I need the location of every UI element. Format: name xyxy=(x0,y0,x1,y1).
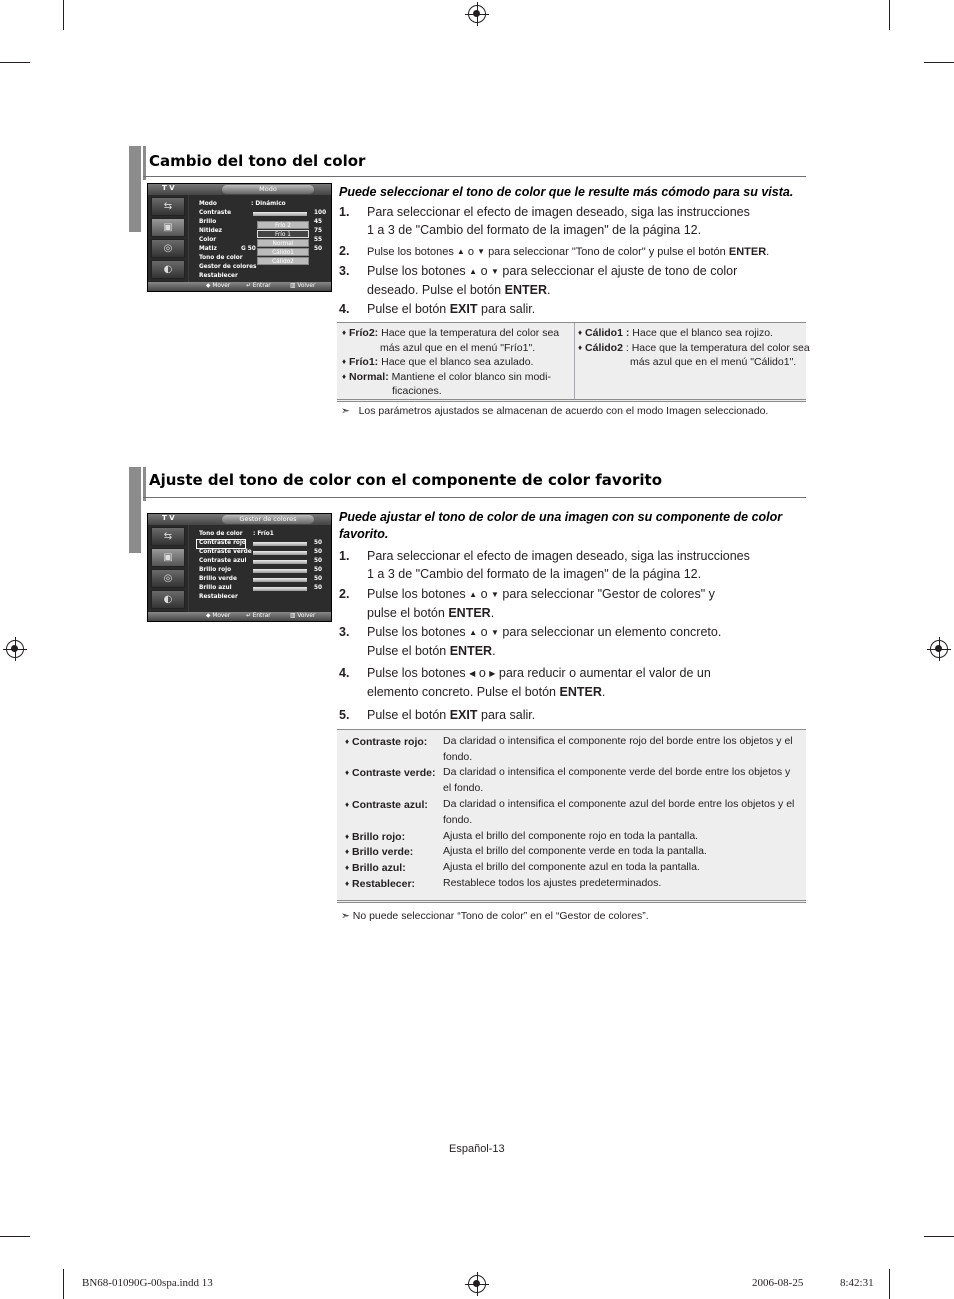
up-arrow-icon: ▲ xyxy=(456,247,465,256)
osd-main-panel xyxy=(189,525,331,612)
osd-value: 50 xyxy=(314,585,323,591)
osd-menu-title: Gestor de colores xyxy=(222,515,314,524)
osd-item: Contraste azul xyxy=(199,558,247,564)
slug-filename: BN68-01090G-00spa.indd 13 xyxy=(82,1277,213,1289)
osd-item: Gestor de colores xyxy=(199,264,257,270)
column-divider xyxy=(574,323,575,399)
osd-sidebar xyxy=(148,525,188,612)
osd-dropdown-option-selected: Frío 1 xyxy=(257,230,309,238)
osd-footer-item: ↵ Entrar xyxy=(246,283,271,289)
osd-item: Tono de color xyxy=(199,531,243,537)
crop-mark xyxy=(924,62,954,63)
diamond-bullet-icon: ♦ xyxy=(578,342,583,352)
definition-row: ♦ Contraste rojo: Da claridad o intensifica el componente rojo del borde entre los objetos y el fondo. xyxy=(345,735,793,763)
osd-sidebar xyxy=(148,195,188,282)
left-arrow-icon: ◀ xyxy=(469,669,476,678)
sound-icon: ◎ xyxy=(151,569,185,588)
section-bar xyxy=(143,146,146,180)
osd-value: G 50 xyxy=(241,246,256,252)
osd-slider xyxy=(253,578,307,582)
note-arrow-icon: ➣ xyxy=(341,910,350,922)
osd-footer-item: ↵ Entrar xyxy=(246,613,271,619)
instruction-step: 4. Pulse los botones ◀ o ▶ para reducir o aumentar el valor de un elemento concreto. Pulse el botón ENTER. xyxy=(339,666,711,699)
down-arrow-icon: ▼ xyxy=(491,267,499,276)
instruction-step: 4. Pulse el botón EXIT para salir. xyxy=(339,302,536,316)
osd-slider xyxy=(253,560,307,564)
channel-icon: ◐ xyxy=(151,260,185,279)
note-line: ➣ Los parámetros ajustados se almacenan de acuerdo con el modo Imagen seleccionado. xyxy=(341,405,769,417)
note-box-right: ♦ Cálido1 : Hace que el blanco sea rojizo. ♦ Cálido2 : Hace que la temperatura del color sea más azul que en el menú "Cálido1". xyxy=(578,327,810,368)
section-bar xyxy=(129,467,141,553)
osd-tv-label: T V xyxy=(162,514,175,522)
osd-item: Contraste xyxy=(199,210,232,216)
registration-mark-icon xyxy=(468,5,486,23)
osd-slider xyxy=(253,542,307,546)
osd-slider xyxy=(253,569,307,573)
tv-menu-screen-picture xyxy=(147,183,332,292)
crop-mark xyxy=(889,1269,890,1299)
diamond-bullet-icon: ♦ xyxy=(345,832,350,841)
osd-value: 75 xyxy=(314,228,323,234)
diamond-bullet-icon: ♦ xyxy=(342,328,347,337)
channel-icon: ◐ xyxy=(151,590,185,609)
note-arrow-icon: ➣ xyxy=(341,405,350,417)
osd-item: Brillo verde xyxy=(199,576,237,582)
osd-main-panel xyxy=(189,195,331,282)
registration-mark-icon xyxy=(930,640,948,658)
slug-date: 2006-08-25 xyxy=(752,1277,804,1289)
registration-mark-icon xyxy=(468,1275,486,1293)
osd-value: 55 xyxy=(314,237,323,243)
diamond-bullet-icon: ♦ xyxy=(345,737,350,746)
registration-mark-icon xyxy=(6,640,24,658)
instruction-step: 1. Para seleccionar el efecto de imagen deseado, siga las instrucciones 1 a 3 de "Cambio del formato de la imagen" de la página 12. xyxy=(339,205,750,237)
slug-time: 8:42:31 xyxy=(840,1277,874,1289)
osd-value: 100 xyxy=(314,210,327,216)
crop-mark xyxy=(63,0,64,30)
down-arrow-icon: ▼ xyxy=(491,590,499,599)
definition-row: ♦ Brillo azul: Ajusta el brillo del componente azul en toda la pantalla. xyxy=(345,861,700,874)
definition-row: ♦ Brillo rojo: Ajusta el brillo del componente rojo en toda la pantalla. xyxy=(345,830,699,843)
osd-footer-item: ▥ Volver xyxy=(290,283,316,289)
osd-menu-title: Modo xyxy=(222,185,314,194)
instruction-step: 1. Para seleccionar el efecto de imagen deseado, siga las instrucciones 1 a 3 de "Cambio del formato de la imagen" de la página 12. xyxy=(339,549,750,581)
osd-value: 50 xyxy=(314,576,323,582)
section-intro: Puede ajustar el tono de color de una imagen con su componente de color favorito. xyxy=(339,510,783,541)
up-arrow-icon: ▲ xyxy=(469,267,478,276)
diamond-bullet-icon: ♦ xyxy=(345,800,350,809)
section-rule xyxy=(143,497,806,498)
osd-footer xyxy=(148,282,331,291)
up-arrow-icon: ▲ xyxy=(469,590,478,599)
diamond-bullet-icon: ♦ xyxy=(342,357,347,366)
osd-item: Color xyxy=(199,237,217,243)
osd-value: 50 xyxy=(314,549,323,555)
section-title: Cambio del tono del color xyxy=(149,152,366,170)
osd-dropdown-option: Normal xyxy=(257,239,309,247)
instruction-step: 3. Pulse los botones ▲ o ▼ para seleccionar el ajuste de tono de color deseado. Pulse el botón ENTER. xyxy=(339,264,738,297)
osd-footer-item: ◆ Mover xyxy=(206,613,231,619)
definition-row: ♦ Restablecer: Restablece todos los ajustes predeterminados. xyxy=(345,877,662,890)
diamond-bullet-icon: ♦ xyxy=(345,863,350,872)
picture-icon: ▣ xyxy=(151,218,185,237)
osd-slider xyxy=(253,587,307,591)
osd-item: Contraste verde xyxy=(199,549,252,555)
section-bar xyxy=(143,467,146,501)
osd-dropdown-option: Frío 2 xyxy=(257,221,309,229)
diamond-bullet-icon: ♦ xyxy=(345,768,350,777)
osd-value: : Dinámico xyxy=(251,201,286,207)
definition-row: ♦ Contraste azul: Da claridad o intensifica el componente azul del borde entre los objetos y el fondo. xyxy=(345,798,795,826)
tv-menu-screen-color-manager xyxy=(147,513,332,622)
definition-row: ♦ Brillo verde: Ajusta el brillo del componente verde en toda la pantalla. xyxy=(345,845,707,858)
crop-mark xyxy=(0,1236,30,1237)
instruction-step: 5. Pulse el botón EXIT para salir. xyxy=(339,708,536,722)
diamond-bullet-icon: ♦ xyxy=(345,847,350,856)
osd-value: 50 xyxy=(314,558,323,564)
sound-icon: ◎ xyxy=(151,239,185,258)
diamond-bullet-icon: ♦ xyxy=(342,371,347,381)
osd-footer-item: ▥ Volver xyxy=(290,613,316,619)
osd-item: Matiz xyxy=(199,246,217,252)
note-box xyxy=(337,729,806,903)
input-icon: ⇆ xyxy=(151,527,185,546)
osd-tv-label: T V xyxy=(162,184,175,192)
input-icon: ⇆ xyxy=(151,197,185,216)
up-arrow-icon: ▲ xyxy=(469,628,478,637)
osd-item: Restablecer xyxy=(199,273,238,279)
instruction-step: 3. Pulse los botones ▲ o ▼ para seleccionar un elemento concreto. Pulse el botón ENTER. xyxy=(339,625,722,658)
crop-mark xyxy=(63,1269,64,1299)
osd-slider xyxy=(253,212,307,216)
osd-item: Brillo xyxy=(199,219,217,225)
note-box xyxy=(337,322,810,402)
osd-footer-item: ◆ Mover xyxy=(206,283,231,289)
section-title: Ajuste del tono de color con el componente de color favorito xyxy=(149,471,663,489)
note-box-left: ♦ Frío2: Hace que la temperatura del color sea más azul que en el menú "Frío1". ♦ Frío1: Hace que el blanco sea azulado. ♦ Normal: Mantiene el color blanco sin modi- ficaciones. xyxy=(342,327,560,397)
note-line: ➣ No puede seleccionar “Tono de color” en el “Gestor de colores”. xyxy=(341,910,649,922)
osd-item: Contraste rojo xyxy=(199,540,246,546)
diamond-bullet-icon: ♦ xyxy=(578,328,583,337)
osd-item: Tono de color xyxy=(199,255,243,261)
crop-mark xyxy=(0,62,30,63)
osd-value: : Frío1 xyxy=(253,531,274,537)
section-bar xyxy=(129,146,141,232)
definition-row: ♦ Contraste verde: Da claridad o intensifica el componente verde del borde entre los objetos y el fondo. xyxy=(345,766,791,794)
osd-item: Nitidez xyxy=(199,228,223,234)
picture-icon: ▣ xyxy=(151,548,185,567)
osd-dropdown-option: Cálido2 xyxy=(257,257,309,265)
section-intro: Puede seleccionar el tono de color que le resulte más cómodo para su vista. xyxy=(339,185,794,199)
osd-item: Modo xyxy=(199,201,217,207)
osd-item: Brillo azul xyxy=(199,585,232,591)
down-arrow-icon: ▼ xyxy=(491,628,499,637)
osd-slider xyxy=(253,551,307,555)
osd-item: Restablecer xyxy=(199,594,238,600)
osd-value: 50 xyxy=(314,567,323,573)
instruction-step: 2. Pulse los botones ▲ o ▼ para seleccionar "Tono de color" y pulse el botón ENTER. xyxy=(339,244,770,258)
crop-mark xyxy=(889,0,890,30)
osd-value: 50 xyxy=(314,246,323,252)
right-arrow-icon: ▶ xyxy=(489,669,496,678)
osd-dropdown-option: Cálido1 xyxy=(257,248,309,256)
down-arrow-icon: ▼ xyxy=(477,247,485,256)
diamond-bullet-icon: ♦ xyxy=(345,879,350,888)
osd-item: Brillo rojo xyxy=(199,567,232,573)
osd-value: 45 xyxy=(314,219,323,225)
section-rule xyxy=(143,176,806,177)
page-number: Español-13 xyxy=(449,1143,505,1155)
instruction-step: 2. Pulse los botones ▲ o ▼ para seleccionar "Gestor de colores" y pulse el botón ENTER. xyxy=(339,587,715,620)
crop-mark xyxy=(924,1236,954,1237)
osd-footer xyxy=(148,612,331,621)
osd-value: 50 xyxy=(314,540,323,546)
